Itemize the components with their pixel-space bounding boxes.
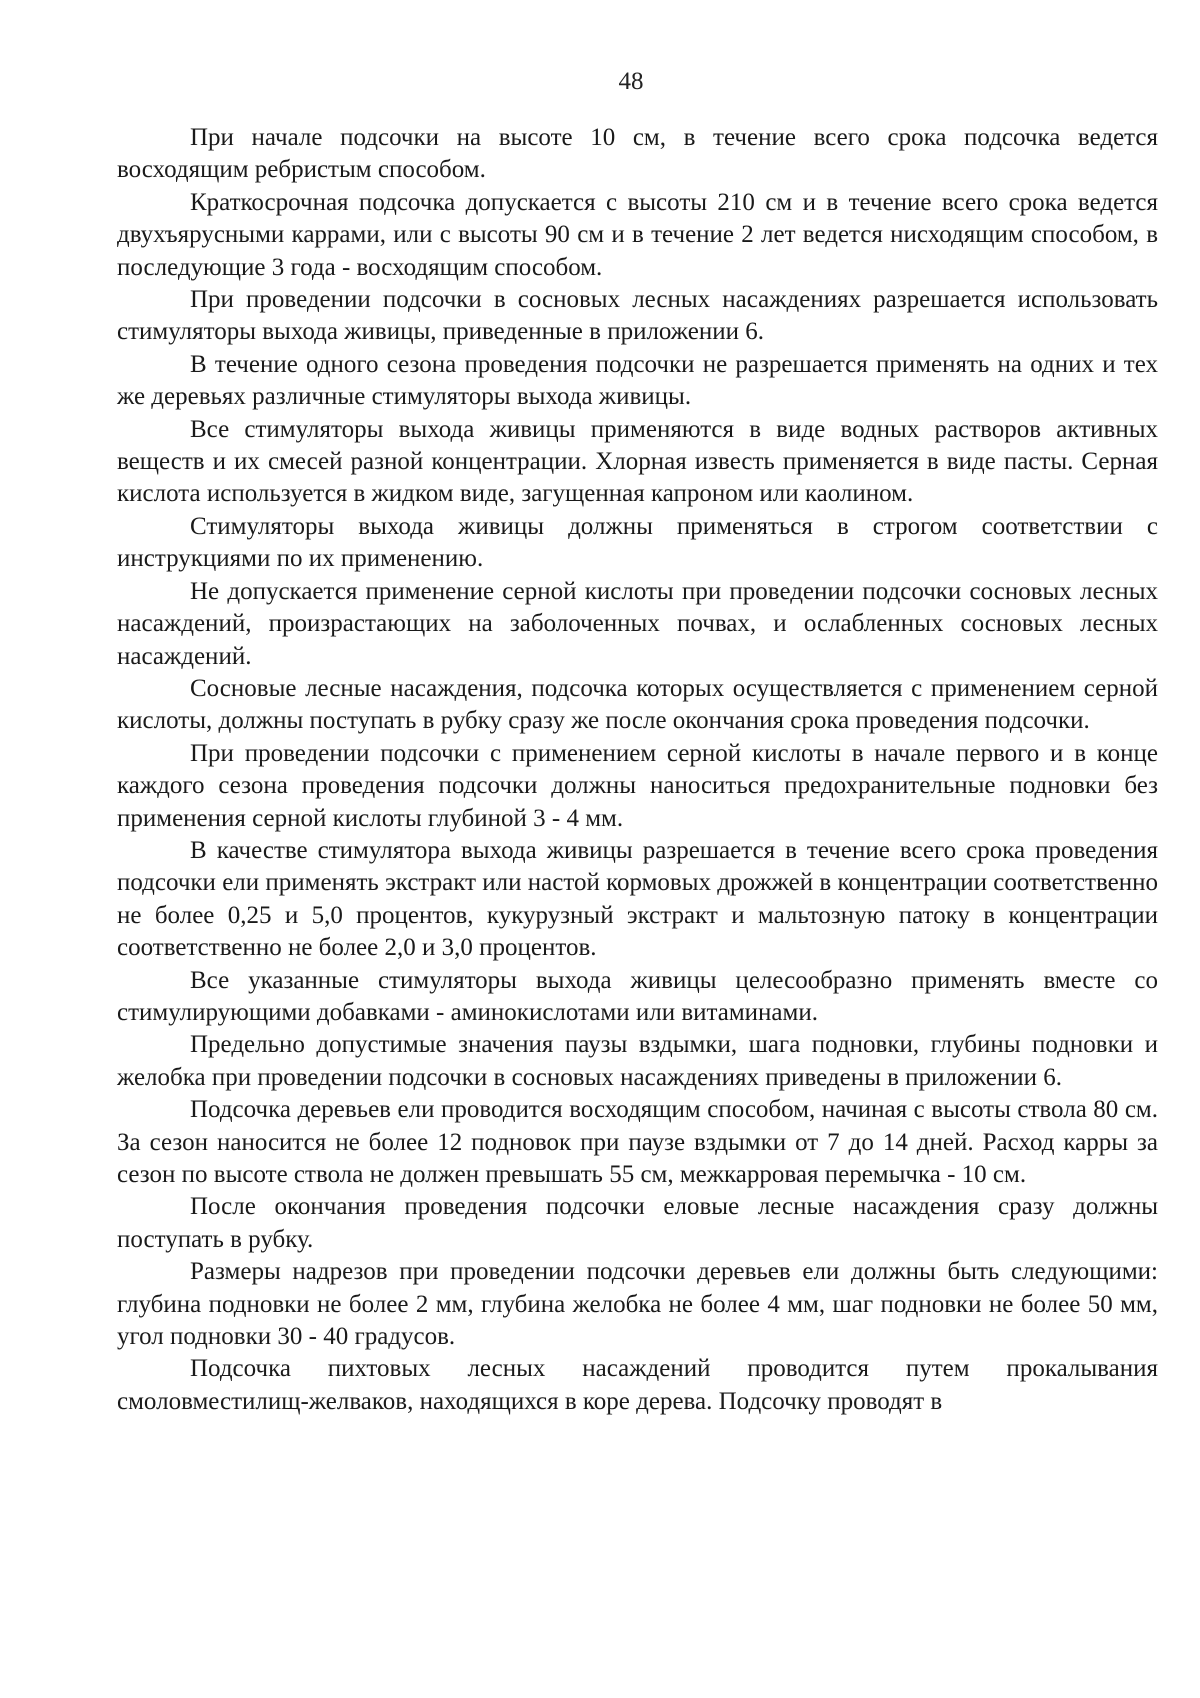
paragraph: При проведении подсочки в сосновых лесных насаждениях разрешается использовать стимуляторы выхода живицы, приведенные в приложении 6. (117, 286, 1158, 346)
paragraph: При проведении подсочки с применением серной кислоты в начале первого и в конце каждого сезона проведения подсочки должны наноситься предохранительные подновки без применения серной кислоты глубиной 3 - 4 мм. (117, 739, 1158, 832)
paragraph: Сосновые лесные насаждения, подсочка которых осуществляется с применением серной кислоты, должны поступать в рубку сразу же после окончания срока проведения подсочки. (117, 674, 1158, 735)
paragraph: Краткосрочная подсочка допускается с высоты 210 см и в течение всего срока ведется двухъярусными каррами, или с высоты 90 см и в течение 2 лет ведется нисходящим способом, в последующие 3 года - восходящим способом. (117, 188, 1158, 281)
paragraph: Подсочка деревьев ели проводится восходящим способом, начиная с высоты ствола 80 см. За сезон наносится не более 12 подновок при паузе вздымки от 7 до 14 дней. Расход карры за сезон по высоте ствола не должен превышать 55 см, межкарровая перемычка - 10 см. (117, 1096, 1158, 1188)
paragraph: После окончания проведения подсочки еловые лесные насаждения сразу должны поступать в рубку. (117, 1193, 1158, 1253)
document-body (117, 122, 1158, 1418)
paragraph: Предельно допустимые значения паузы вздымки, шага подновки, глубины подновки и желобка при проведении подсочки в сосновых насаждениях приведены в приложении 6. (117, 1031, 1158, 1091)
paragraph: В качестве стимулятора выхода живицы разрешается в течение всего срока проведения подсочки ели применять экстракт или настой кормовых дрожжей в концентрации соответственно не более 0,25 и 5,0 процентов, кукурузный экстракт и мальтозную патоку в концентрации соответственно не более 2,0 и 3,0 процентов. (117, 836, 1158, 962)
page-number: 48 (618, 68, 644, 95)
paragraph: Все стимуляторы выхода живицы применяются в виде водных растворов активных веществ и их смесей разной концентрации. Хлорная известь применяется в виде пасты. Серная кислота используется в жидком виде, загущенная капроном или каолином. (117, 415, 1158, 508)
paragraph: В течение одного сезона проведения подсочки не разрешается применять на одних и тех же деревьях различные стимуляторы выхода живицы. (117, 350, 1158, 411)
paragraph: Все указанные стимуляторы выхода живицы целесообразно применять вместе со стимулирующими добавками - аминокислотами или витаминами. (117, 966, 1158, 1026)
paragraph: Не допускается применение серной кислоты при проведении подсочки сосновых лесных насаждений, произрастающих на заболоченных почвах, и ослабленных сосновых лесных насаждений. (117, 577, 1158, 670)
paragraph: Размеры надрезов при проведении подсочки деревьев ели должны быть следующими: глубина подновки не более 2 мм, глубина желобка не более 4 мм, шаг подновки не более 50 мм, угол подновки 30 - 40 градусов. (117, 1258, 1158, 1351)
paragraph: При начале подсочки на высоте 10 см, в течение всего срока подсочка ведется восходящим ребристым способом. (117, 124, 1158, 184)
paragraph: Стимуляторы выхода живицы должны применяться в строгом соответствии с инструкциями по их применению. (117, 512, 1158, 573)
paragraph: Подсочка пихтовых лесных насаждений проводится путем прокалывания смоловместилищ-желваков, находящихся в коре дерева. Подсочку проводят в (117, 1355, 1158, 1415)
